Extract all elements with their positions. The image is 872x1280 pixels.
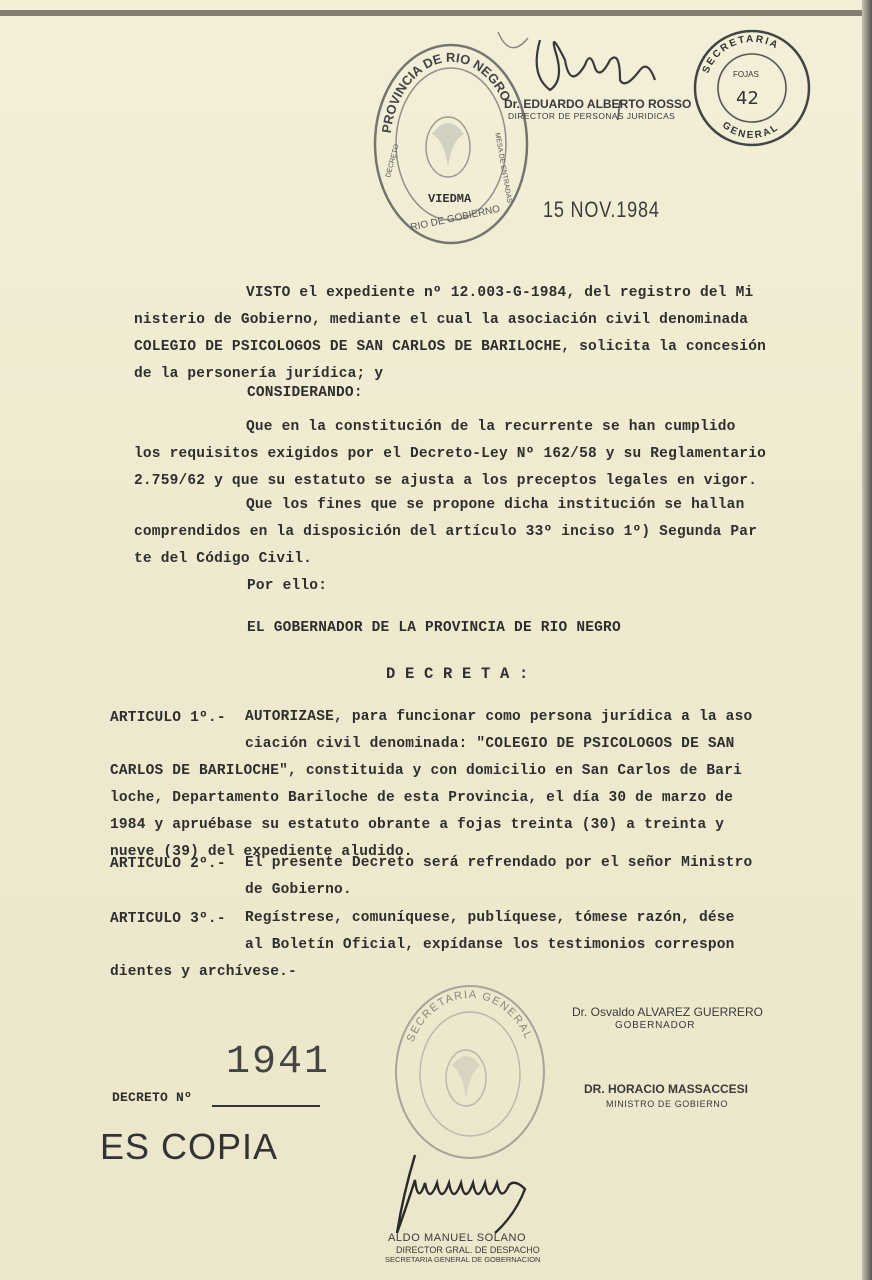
cons1-line-2: los requisitos exigidos por el Decreto-Ley Nº 162/58 y su Reglamentario (134, 446, 767, 462)
governor-name: Dr. Osvaldo ALVAREZ GUERRERO (572, 1005, 763, 1019)
visto-line-3: COLEGIO DE PSICOLOGOS DE SAN CARLOS DE BARILOCHE, solicita la concesión (134, 339, 767, 355)
art2-line-2: de Gobierno. (245, 882, 352, 898)
fojas-number: 42 (736, 88, 759, 109)
bottom-seal-text: SECRETARIA GENERAL (404, 988, 535, 1044)
solano-name: ALDO MANUEL SOLANO (388, 1232, 527, 1244)
visto-line-1: VISTO el expediente nº 12.003-G-1984, del registro del Mi (246, 285, 754, 301)
page-edge (862, 0, 872, 1280)
es-copia-stamp: ES COPIA (100, 1126, 279, 1167)
decreta-heading: D E C R E T A : (386, 665, 529, 683)
decreto-label: DECRETO Nº (112, 1090, 193, 1105)
fojas-label: FOJAS (733, 70, 759, 79)
considerando-p1 (134, 414, 766, 495)
cons1-line-3: 2.759/62 y que su estatuto se ajusta a los preceptos legales en vigor. (134, 473, 758, 489)
art3-line-2: al Boletín Oficial, expídanse los testimonios correspon (245, 937, 735, 953)
art1-text (110, 704, 752, 866)
considerando-heading: CONSIDERANDO: (247, 385, 363, 401)
cons2-line-2: comprendidos en la disposición del artículo 33º inciso 1º) Segunda Par (134, 524, 758, 540)
art3-text (110, 905, 735, 986)
art3-label: ARTICULO 3º.- (110, 911, 226, 927)
decreto-underline (212, 1105, 320, 1107)
cons2-line-1: Que los fines que se propone dicha institución se hallan (246, 497, 745, 513)
minister-title: MINISTRO DE GOBIERNO (606, 1099, 729, 1109)
seal-gobierno-text: RIO DE GOBIERNO (409, 203, 502, 234)
art1-label: ARTICULO 1º.- (110, 710, 226, 726)
art2-line-1: El presente Decreto será refrendado por el señor Ministro (245, 855, 753, 871)
visto-line-2: nisterio de Gobierno, mediante el cual la asociación civil denominada (134, 312, 749, 328)
secretaria-general-seal (392, 982, 548, 1162)
svg-text:SECRETARIA GENERAL (405, 989, 535, 1044)
cons2-line-3: te del Código Civil. (134, 551, 313, 567)
art1-line-2: ciación civil denominada: "COLEGIO DE PSICOLOGOS DE SAN (245, 736, 735, 752)
art2-text (245, 850, 752, 904)
governor-title: GOBERNADOR (615, 1020, 696, 1031)
seal-arc-right: MESA DE ENTRADAS (493, 132, 513, 204)
director-name: Dr. EDUARDO ALBERTO ROSSO (504, 97, 692, 111)
secretaria-top-text: SECRETARIA (700, 33, 781, 75)
secretaria-bottom-text: GENERAL (719, 119, 782, 142)
secretaria-fojas-seal (692, 28, 812, 148)
director-title: DIRECTOR DE PERSONAS JURIDICAS (508, 111, 676, 121)
art2-label: ARTICULO 2º.- (110, 856, 226, 872)
seal-arc-left: DECRETO (385, 143, 401, 179)
solano-signature (385, 1145, 545, 1245)
minister-name: DR. HORACIO MASSACCESI (584, 1082, 749, 1096)
art1-line-6: nueve (39) del expediente aludido. (110, 844, 413, 860)
considerando-p2 (134, 492, 757, 573)
art1-line-4: loche, Departamento Bariloche de esta Provincia, el día 30 de marzo de (110, 790, 734, 806)
top-rule (0, 10, 862, 16)
seal-top-text: PROVINCIA DE RIO NEGRO (378, 49, 514, 135)
art3-line-1: Regístrese, comuníquese, publíquese, tómese razón, dése (245, 910, 735, 926)
art1-line-5: 1984 y apruébase su estatuto obrante a fojas treinta (30) a treinta y (110, 817, 725, 833)
svg-text:GENERAL (720, 120, 781, 141)
decreto-number: 1941 (226, 1040, 331, 1085)
cons1-line-1: Que en la constitución de la recurrente se han cumplido (246, 419, 736, 435)
art1-line-3: CARLOS DE BARILOCHE", constituida y con domicilio en San Carlos de Bari (110, 763, 743, 779)
art1-line-1: AUTORIZASE, para funcionar como persona jurídica a la aso (245, 709, 753, 725)
seal-bottom-text: VIEDMA (428, 192, 472, 206)
visto-paragraph (134, 280, 766, 388)
visto-line-4: de la personería jurídica; y (134, 366, 384, 382)
gobernador-heading: EL GOBERNADOR DE LA PROVINCIA DE RIO NEGRO (247, 620, 621, 636)
date-stamp: 15 NOV.1984 (543, 197, 660, 222)
solano-title-1: DIRECTOR GRAL. DE DESPACHO (396, 1245, 540, 1255)
art3-line-3: dientes y archívese.- (110, 964, 297, 980)
svg-text:SECRETARIA (701, 34, 781, 75)
solano-title-2: SECRETARIA GENERAL DE GOBERNACION (385, 1255, 541, 1264)
por-ello: Por ello: (247, 578, 328, 594)
